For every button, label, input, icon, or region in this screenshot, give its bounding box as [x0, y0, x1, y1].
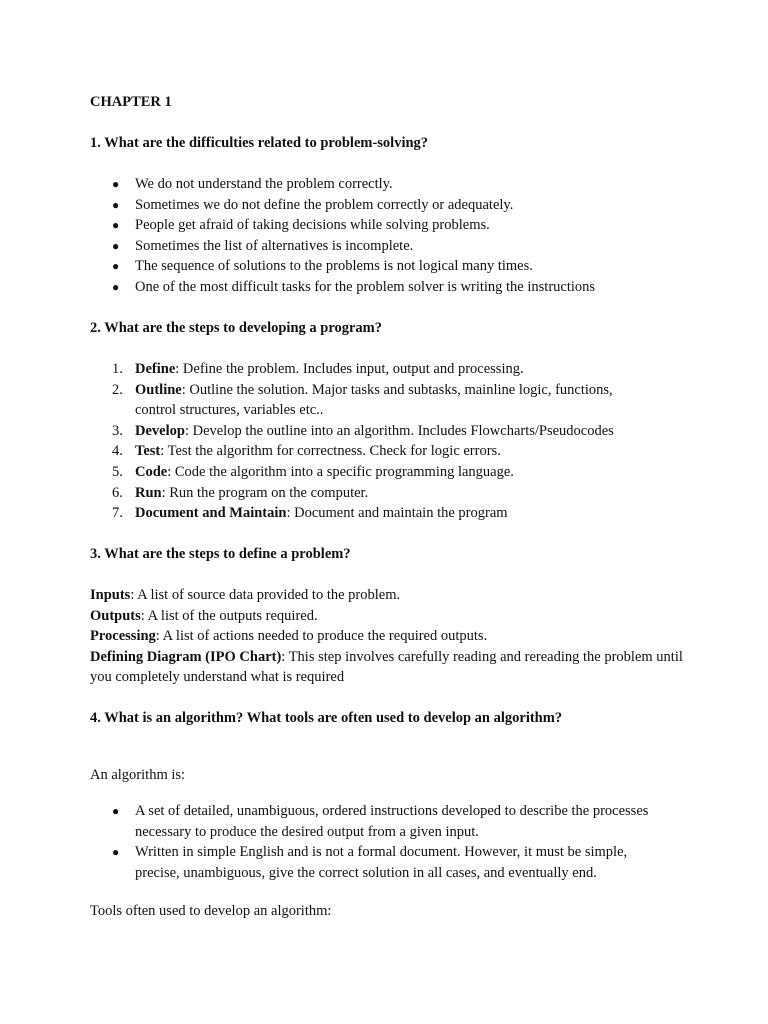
step-desc: : Code the algorithm into a specific programming language.	[167, 463, 514, 480]
definition-line	[90, 585, 690, 606]
bullet-icon: ●	[112, 259, 120, 274]
step-term: Outline	[135, 381, 182, 398]
chapter-title: CHAPTER 1	[90, 94, 172, 110]
list-number: 7.	[112, 505, 123, 522]
definition-desc: : A list of actions needed to produce the required outputs.	[155, 628, 488, 645]
tools-line: Tools often used to develop an algorithm:	[90, 903, 332, 919]
algorithm-intro: An algorithm is:	[90, 767, 186, 783]
list-item	[90, 483, 650, 504]
list-number: 6.	[112, 484, 123, 501]
step-term: Run	[135, 484, 162, 501]
step-desc: : Develop the outline into an algorithm. Includes Flowcharts/Pseudocodes	[184, 422, 614, 439]
step-term: Define	[135, 361, 176, 377]
list-number: 3.	[112, 422, 123, 439]
list-item-text: Written in simple English and is not a formal document. However, it must be simple, precise, unambiguous, give the correct solution in all cases, and eventually end.	[135, 844, 628, 881]
list-item	[90, 380, 650, 421]
definition-desc: : This step involves carefully reading and rereading the problem until you completely understand what is required	[90, 648, 683, 686]
list-item-text: Sometimes the list of alternatives is incomplete.	[135, 237, 414, 254]
list-item	[90, 195, 690, 216]
list-item-text: Sometimes we do not define the problem correctly or adequately.	[135, 196, 514, 213]
definition-term: Processing	[90, 628, 156, 645]
list-item	[90, 421, 650, 442]
bullet-icon: ●	[112, 197, 120, 212]
bullet-icon: ●	[112, 279, 120, 294]
list-item	[90, 256, 690, 277]
list-item-text: One of the most difficult tasks for the problem solver is writing the instructions	[135, 278, 596, 295]
step-desc: : Test the algorithm for correctness. Check for logic errors.	[160, 443, 501, 460]
question-4-heading: 4. What is an algorithm? What tools are often used to develop an algorithm?	[90, 710, 563, 726]
list-item	[90, 277, 690, 298]
definition-term: Inputs	[90, 587, 131, 603]
q3-definitions	[90, 585, 690, 688]
list-item	[90, 215, 690, 236]
question-3-heading: 3. What are the steps to define a problem?	[90, 546, 351, 562]
list-item-text: A set of detailed, unambiguous, ordered instructions developed to describe the processes necessary to produce the desired output from a given input.	[135, 803, 649, 840]
q1-bullet-list	[90, 174, 690, 298]
step-term: Code	[135, 463, 168, 480]
step-term: Test	[135, 443, 161, 460]
list-item	[90, 236, 690, 257]
list-item	[90, 174, 690, 195]
step-desc: : Outline the solution. Major tasks and subtasks, mainline logic, functions, control structures, variables etc..	[135, 381, 613, 419]
question-1-heading: 1. What are the difficulties related to problem-solving?	[90, 135, 429, 151]
definition-line	[90, 606, 690, 627]
list-item	[90, 359, 650, 380]
step-term: Develop	[135, 422, 185, 439]
list-item-text: We do not understand the problem correctly.	[135, 176, 393, 192]
definition-line	[90, 647, 690, 688]
list-item	[90, 842, 675, 883]
list-item	[90, 503, 650, 524]
bullet-icon: ●	[112, 238, 120, 253]
list-number: 4.	[112, 443, 123, 460]
list-item-text: The sequence of solutions to the problems is not logical many times.	[135, 258, 533, 275]
list-item-text: People get afraid of taking decisions while solving problems.	[135, 217, 490, 234]
list-item	[90, 441, 650, 462]
question-2-heading: 2. What are the steps to developing a program?	[90, 320, 383, 336]
step-term: Document and Maintain	[135, 505, 287, 522]
q2-numbered-list	[90, 359, 650, 524]
definition-desc: : A list of the outputs required.	[140, 607, 318, 624]
list-item	[90, 801, 675, 842]
list-number: 5.	[112, 463, 123, 480]
list-number: 2.	[112, 381, 123, 398]
bullet-icon: ●	[112, 218, 120, 233]
bullet-icon: ●	[112, 804, 120, 818]
q4-bullet-list	[90, 801, 675, 883]
list-item	[90, 462, 650, 483]
definition-term: Outputs	[90, 607, 141, 624]
definition-line	[90, 626, 690, 647]
list-number: 1.	[112, 361, 123, 377]
step-desc: : Document and maintain the program	[286, 505, 508, 522]
step-desc: : Run the program on the computer.	[161, 484, 369, 501]
definition-desc: : A list of source data provided to the problem.	[130, 587, 401, 603]
definition-term: Defining Diagram (IPO Chart)	[90, 648, 282, 665]
bullet-icon: ●	[112, 845, 120, 860]
bullet-icon: ●	[112, 177, 120, 191]
step-desc: : Define the problem. Includes input, output and processing.	[175, 361, 524, 377]
